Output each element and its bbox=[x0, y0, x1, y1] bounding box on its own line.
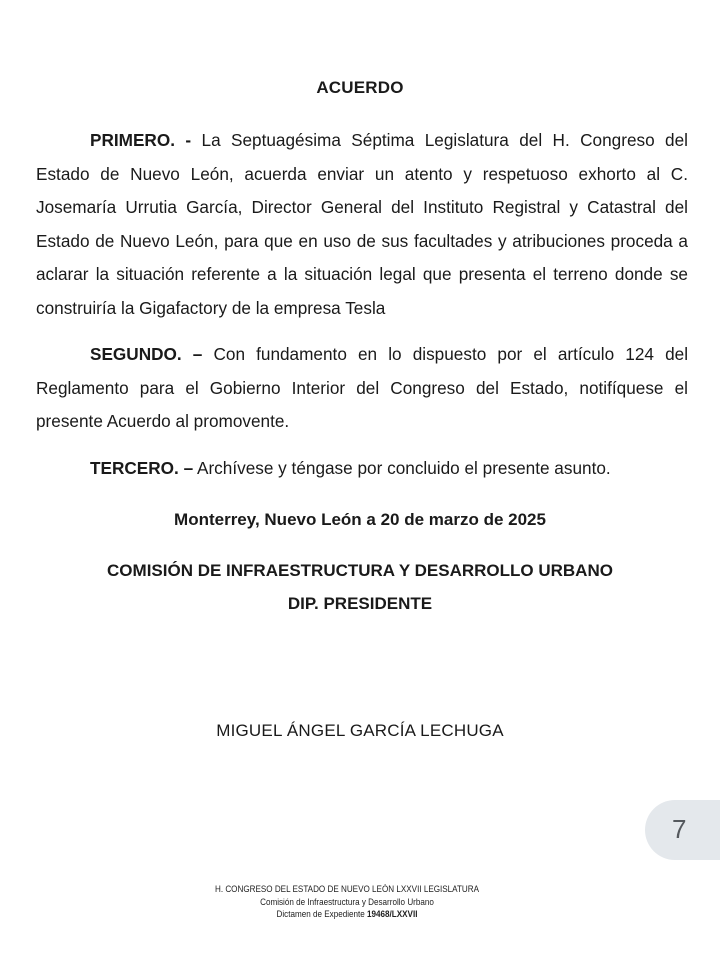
resolution-first-paragraph bbox=[36, 124, 688, 325]
first-text: La Septuagésima Séptima Legislatura del H. Congreso del Estado de Nuevo León, acuerda enviar un atento y respetuoso exhorto al C. Josemaría Urrutia García, Director General del Instituto Registral y Catastral del Estado de Nuevo León, para que en uso de sus facultades y atribuciones proceda a aclarar la situación referente a la situación legal que presenta el terreno donde se construiría la Gigafactory de la empresa Tesla bbox=[36, 130, 688, 318]
commission-name: COMISIÓN DE INFRAESTRUCTURA Y DESARROLLO URBANO bbox=[107, 561, 613, 580]
resolution-second-paragraph bbox=[36, 338, 688, 439]
page-footer bbox=[35, 883, 660, 921]
footer-dictamen-prefix: Dictamen de Expediente bbox=[276, 909, 368, 919]
second-text: Con fundamento en lo dispuesto por el artículo 124 del Reglamento para el Gobierno Interior del Congreso del Estado, notifíquese el presente Acuerdo al promovente. bbox=[36, 344, 689, 431]
document-title: ACUERDO bbox=[316, 78, 404, 97]
footer-commission-line: Comisión de Infraestructura y Desarrollo Urbano bbox=[260, 896, 434, 907]
footer-congress-line: H. CONGRESO DEL ESTADO DE NUEVO LEÓN LXXVII LEGISLATURA bbox=[214, 884, 480, 894]
footer-dictamen-line bbox=[35, 908, 660, 921]
third-text: Archívese y téngase por concluido el presente asunto. bbox=[193, 458, 611, 478]
resolution-third-paragraph bbox=[36, 452, 688, 486]
signer-position: DIP. PRESIDENTE bbox=[287, 594, 433, 613]
second-label: SEGUNDO. – bbox=[90, 344, 203, 364]
first-label: PRIMERO. - bbox=[90, 130, 192, 150]
page-number: 7 bbox=[672, 814, 687, 844]
signer-name: MIGUEL ÁNGEL GARCÍA LECHUGA bbox=[216, 721, 504, 740]
date-line: Monterrey, Nuevo León a 20 de marzo de 2025 bbox=[174, 510, 546, 529]
footer-dictamen-number: 19468/LXXVII bbox=[367, 909, 418, 919]
third-label: TERCERO. – bbox=[90, 458, 194, 478]
